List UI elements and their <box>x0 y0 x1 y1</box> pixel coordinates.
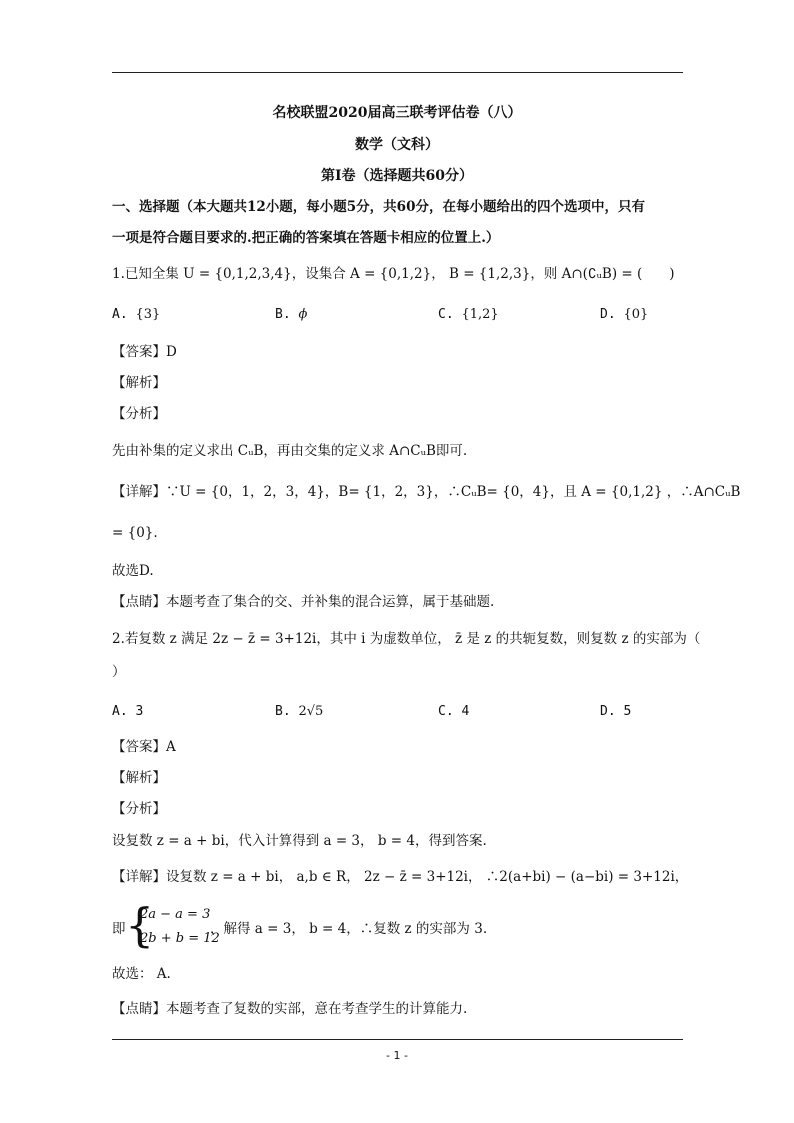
q2-answer: 【答案】A <box>112 739 176 755</box>
paper-title: 名校联盟2020届高三联考评估卷（八） <box>272 105 522 121</box>
q2-option-b <box>275 703 323 721</box>
q2-stem-line1: 2.若复数 z 满足 2z − z̄ = 3+12i，其中 i 为虚数单位， z̄ 是 z 的共轭复数，则复数 z 的实部为（ <box>112 631 701 647</box>
q2-option-a-value: 3 <box>135 704 144 719</box>
section-instructions-line2: 一项是符合题目要求的.把正确的答案填在答题卡相应的位置上.） <box>112 230 500 246</box>
q1-option-d-value: {0} <box>623 307 649 322</box>
top-rule <box>112 72 683 73</box>
q2-system-row2: 2b + b = 12 <box>140 931 220 946</box>
q1-option-c-label: C. <box>438 307 454 322</box>
q1-stem: 1.已知全集 U = {0,1,2,3,4}，设集合 A = {0,1,2}， B = {1,2,3}，则 A∩(∁ᵤB) = ( ) <box>112 266 675 282</box>
q2-system-suffix: ，解得 a = 3， b = 4，∴复数 z 的实部为 3. <box>210 921 488 937</box>
q1-option-b-value: ϕ <box>298 307 308 322</box>
q2-option-d-label: D. <box>600 704 616 719</box>
page-number: - 1 - <box>386 1049 408 1062</box>
q1-option-d-label: D. <box>600 307 616 322</box>
q1-option-a-label: A. <box>112 307 128 322</box>
q2-comment: 【点睛】本题考查了复数的实部，意在考查学生的计算能力. <box>112 1001 468 1017</box>
q2-option-c-label: C. <box>438 704 454 719</box>
q2-fenxi-heading: 【分析】 <box>112 801 166 817</box>
q2-option-d-value: 5 <box>623 704 632 719</box>
q1-option-c <box>438 306 499 324</box>
bottom-rule <box>112 1039 683 1040</box>
part-heading: 第Ⅰ卷（选择题共60分） <box>320 168 474 184</box>
q1-comment: 【点睛】本题考查了集合的交、并补集的混合运算，属于基础题. <box>112 594 495 610</box>
q2-system-row1: 2a − a = 3 <box>140 907 211 922</box>
q2-system-prefix: 即 <box>112 921 126 937</box>
q2-analysis-heading: 【解析】 <box>112 770 166 786</box>
q1-fenxi-text: 先由补集的定义求出 CᵤB，再由交集的定义求 A∩CᵤB即可. <box>112 443 468 459</box>
q2-option-a <box>112 703 143 721</box>
section-instructions-line1: 一、选择题（本大题共12小题，每小题5分，共60分，在每小题给出的四个选项中，只有 <box>112 199 645 215</box>
q2-option-b-value: 2√5 <box>298 704 324 719</box>
q2-fenxi-text: 设复数 z = a + bi，代入计算得到 a = 3， b = 4，得到答案. <box>112 833 487 849</box>
q1-option-a <box>112 306 160 324</box>
q1-analysis-heading: 【解析】 <box>112 375 166 391</box>
q1-option-c-value: {1,2} <box>461 307 499 322</box>
q1-option-b <box>275 306 307 324</box>
q1-answer: 【答案】D <box>112 344 177 360</box>
q2-stem-line2: ） <box>112 664 126 680</box>
q1-option-b-label: B. <box>275 307 291 322</box>
q2-option-c <box>438 703 469 721</box>
q1-detail-line2: = {0}. <box>112 525 158 541</box>
q2-option-a-label: A. <box>112 704 128 719</box>
q2-system-brace: { <box>125 898 155 952</box>
q1-choice-statement: 故选D. <box>112 563 154 579</box>
q2-option-c-value: 4 <box>461 704 470 719</box>
q1-detail-line1: 【详解】∵U = {0，1，2，3，4}，B= {1，2，3}，∴CᵤB= {0，4}，且 A = {0,1,2} ，∴A∩CᵤB <box>112 484 741 500</box>
q2-option-b-label: B. <box>275 704 291 719</box>
q1-option-d <box>600 306 648 324</box>
paper-subtitle: 数学（文科） <box>355 137 439 153</box>
q2-detail-line1: 【详解】设复数 z = a + bi， a,b ∈ R， 2z − z̄ = 3+12i， ∴2(a+bi) − (a−bi) = 3+12i， <box>112 869 689 885</box>
q2-choice-statement: 故选： A. <box>112 966 171 982</box>
q1-option-a-value: {3} <box>135 307 161 322</box>
q1-fenxi-heading: 【分析】 <box>112 406 166 422</box>
q2-option-d <box>600 703 631 721</box>
